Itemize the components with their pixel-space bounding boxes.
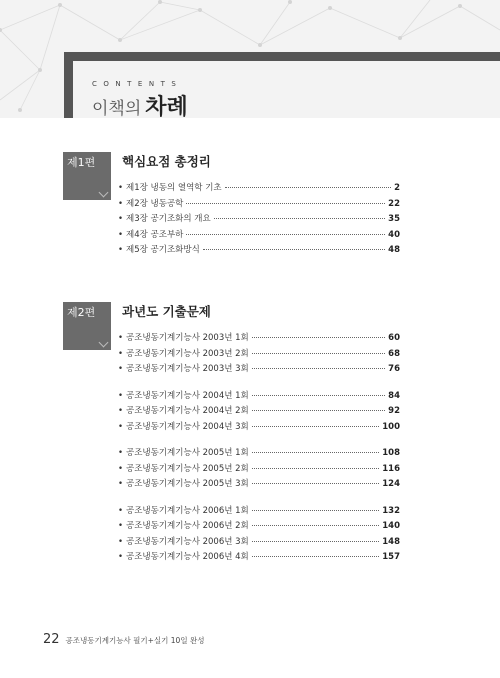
toc-entry[interactable]: • 공조냉동기계기능사 2003년 2회 68 [118, 348, 400, 359]
toc-entry-text: 공조냉동기계기능사 2006년 3회 [126, 536, 249, 547]
toc-entry[interactable]: • 공조냉동기계기능사 2004년 1회 84 [118, 390, 400, 401]
toc-entry[interactable]: • 공조냉동기계기능사 2003년 3회 76 [118, 364, 400, 374]
toc-entry-page: 148 [382, 536, 400, 547]
toc-entry[interactable]: • 제1장 냉동의 열역학 기초 2 [118, 183, 400, 193]
toc-entry-page: 157 [382, 552, 400, 562]
toc-entry-page: 140 [382, 521, 400, 531]
toc-entry-text: 제1장 냉동의 열역학 기초 [126, 183, 222, 193]
toc-entry-page: 100 [382, 421, 400, 432]
toc-entry[interactable]: • 공조냉동기계기능사 2006년 2회 140 [118, 521, 400, 531]
toc-entry[interactable]: • 공조냉동기계기능사 2005년 2회 116 [118, 463, 400, 474]
toc-entry[interactable]: • 공조냉동기계기능사 2003년 1회 60 [118, 333, 400, 343]
toc-entry-page: 108 [382, 448, 400, 458]
page-title-bold: 차례 [145, 95, 188, 120]
corner-mark [99, 338, 109, 348]
toc-entry-page: 2 [394, 183, 400, 193]
toc-entry-text: 제2장 냉동공학 [126, 198, 184, 209]
part-1-toc [118, 181, 400, 259]
header-bar-vertical [64, 52, 73, 118]
toc-entry-text: 공조냉동기계기능사 2005년 3회 [126, 479, 249, 489]
toc-entry-page: 22 [388, 198, 400, 209]
toc-entry-page: 35 [388, 214, 400, 224]
toc-entry-text: 제5장 공기조화방식 [126, 245, 200, 255]
toc-entry-text: 공조냉동기계기능사 2003년 1회 [126, 333, 249, 343]
page-footer [43, 628, 204, 647]
toc-entry-text: 공조냉동기계기능사 2005년 1회 [126, 448, 249, 458]
part-2-title: 과년도 기출문제 [122, 304, 211, 319]
toc-entry-text: 공조냉동기계기능사 2005년 2회 [126, 463, 249, 474]
toc-entry-text: 공조냉동기계기능사 2004년 2회 [126, 406, 249, 416]
toc-entry[interactable]: • 공조냉동기계기능사 2006년 4회 157 [118, 552, 400, 562]
part-1-box [63, 152, 111, 200]
page-title [92, 90, 188, 121]
toc-entry-page: 124 [382, 479, 400, 489]
toc-entry-text: 제3장 공기조화의 개요 [126, 214, 211, 224]
toc-entry-page: 68 [388, 348, 400, 359]
toc-entry-text: 공조냉동기계기능사 2003년 3회 [126, 364, 249, 374]
toc-entry-text: 공조냉동기계기능사 2004년 3회 [126, 421, 249, 432]
toc-entry[interactable]: • 공조냉동기계기능사 2005년 1회 108 [118, 448, 400, 458]
toc-entry-page: 60 [388, 333, 400, 343]
toc-entry-text: 제4장 공조부하 [126, 229, 184, 240]
toc-entry[interactable]: • 공조냉동기계기능사 2004년 3회 100 [118, 421, 400, 432]
toc-entry[interactable]: • 제4장 공조부하 40 [118, 229, 400, 240]
toc-entry-page: 40 [388, 229, 400, 240]
footer-book-title: 공조냉동기계기능사 필기+실기 10일 완성 [65, 636, 205, 645]
part-2-label: 제2편 [67, 306, 96, 319]
toc-entry-page: 76 [388, 364, 400, 374]
toc-entry-text: 공조냉동기계기능사 2004년 1회 [126, 390, 249, 401]
footer-page-number: 22 [43, 632, 60, 647]
toc-entry-text: 공조냉동기계기능사 2006년 4회 [126, 552, 249, 562]
toc-entry-page: 48 [388, 245, 400, 255]
toc-entry-page: 84 [388, 390, 400, 401]
toc-entry-page: 116 [382, 463, 400, 474]
corner-mark [99, 188, 109, 198]
toc-entry-page: 132 [382, 505, 400, 516]
part-2-toc [118, 331, 400, 566]
part-1-title: 핵심요점 총정리 [122, 154, 211, 169]
toc-entry[interactable]: • 공조냉동기계기능사 2006년 1회 132 [118, 505, 400, 516]
toc-entry-text: 공조냉동기계기능사 2003년 2회 [126, 348, 249, 359]
toc-entry[interactable]: • 공조냉동기계기능사 2006년 3회 148 [118, 536, 400, 547]
toc-entry[interactable]: • 공조냉동기계기능사 2004년 2회 92 [118, 406, 400, 416]
part-1-label: 제1편 [67, 156, 96, 169]
contents-label: CONTENTS [92, 80, 183, 88]
toc-entry[interactable]: • 제2장 냉동공학 22 [118, 198, 400, 209]
toc-entry-text: 공조냉동기계기능사 2006년 1회 [126, 505, 249, 516]
toc-entry[interactable]: • 제3장 공기조화의 개요 35 [118, 214, 400, 224]
header-bar-horizontal [64, 52, 500, 61]
toc-entry[interactable]: • 제5장 공기조화방식 48 [118, 245, 400, 255]
toc-entry[interactable]: • 공조냉동기계기능사 2005년 3회 124 [118, 479, 400, 489]
toc-entry-page: 92 [388, 406, 400, 416]
page-title-light: 이책의 [92, 99, 142, 119]
toc-entry-text: 공조냉동기계기능사 2006년 2회 [126, 521, 249, 531]
part-2-box [63, 302, 111, 350]
